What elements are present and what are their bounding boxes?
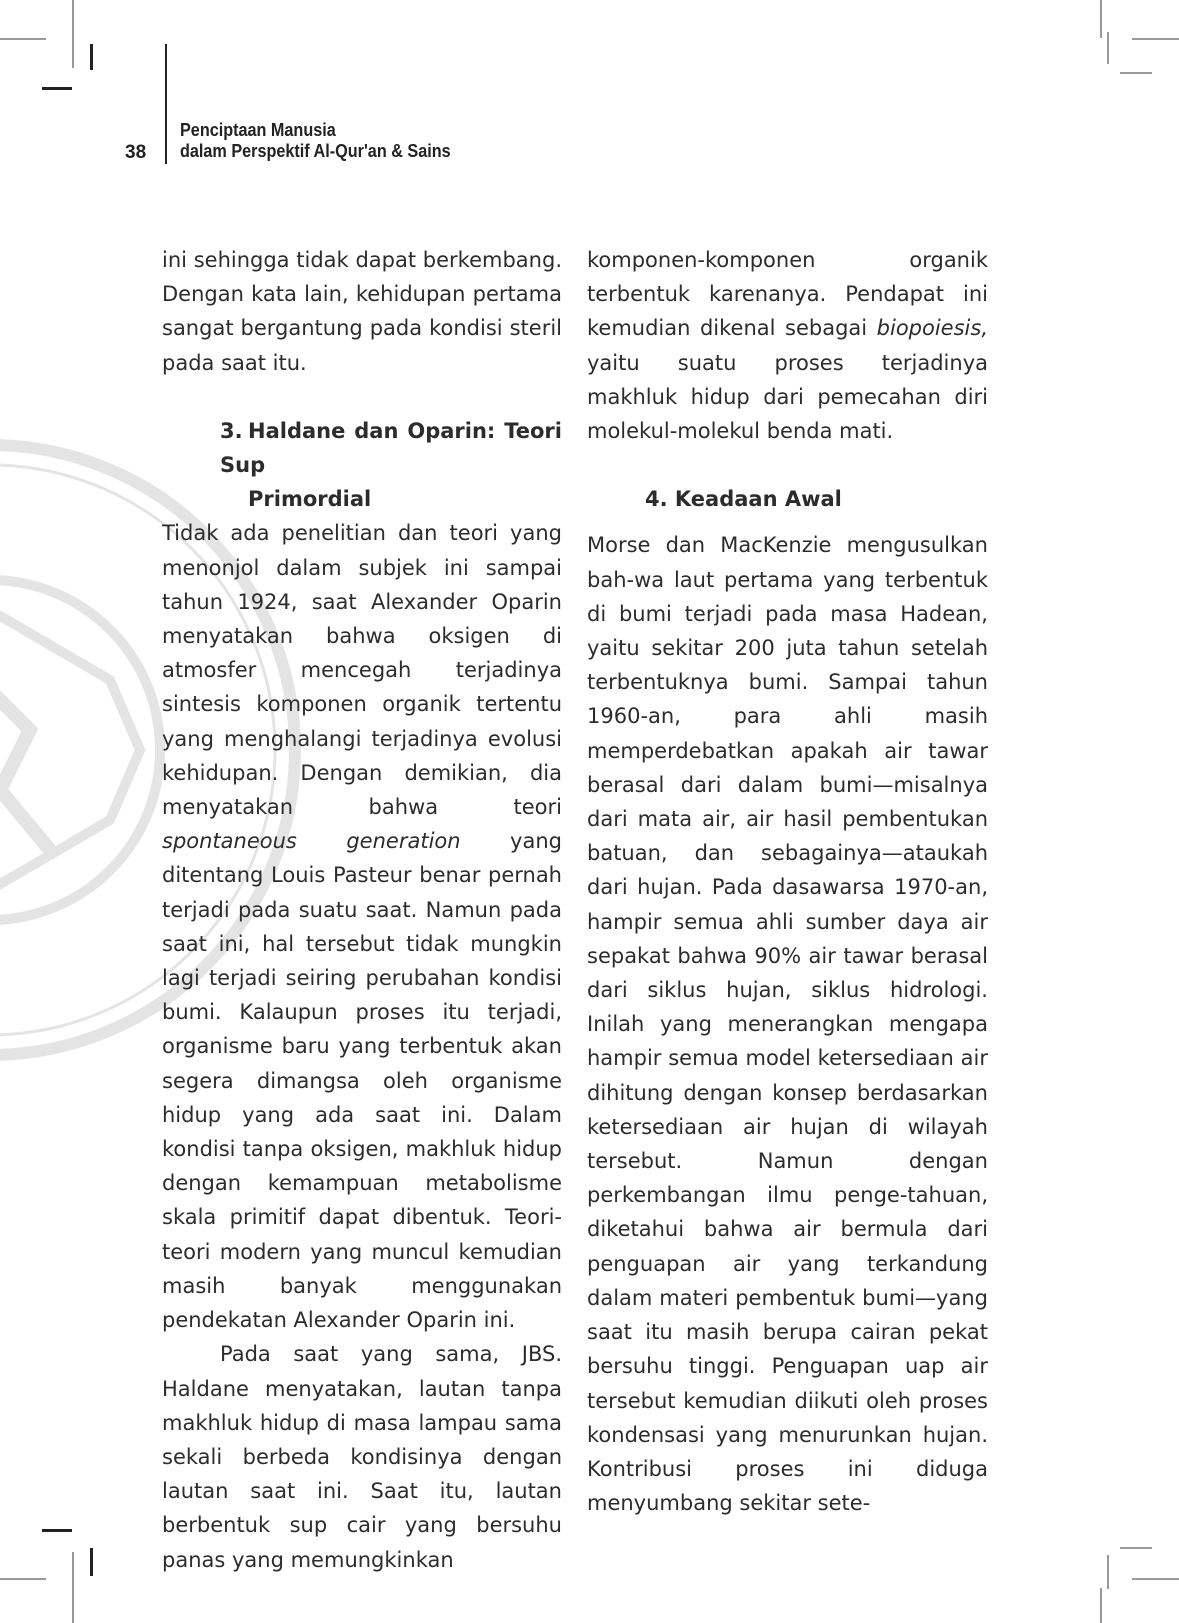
- crop-mark-bottom-left-h1: [42, 1529, 72, 1532]
- crop-mark-bottom-left-v2: [90, 1548, 93, 1576]
- left-paragraph-3: Pada saat yang sama, JBS. Haldane menyatakan, lautan tanpa makhluk hidup di masa lampau sama sekali berbeda kondisinya dengan lautan saat ini. Saat itu, lautan berbentuk sup cair yang bersuhu panas yang memungkinkan: [162, 1342, 562, 1572]
- left-paragraph-2-b: yang ditentang Louis Pasteur benar pernah terjadi pada suatu saat. Namun pada saat ini, hal tersebut tidak mungkin lagi terjadi seiring perubahan kondisi bumi. Kalaupun proses itu terjadi, organisme baru yang terbentuk akan segera dimangsa oleh organisme hidup yang ada saat ini. Dalam kondisi tanpa oksigen, makhluk hidup dengan kemampuan metabolisme skala primitif dapat dibentuk. Teori-teori modern yang muncul kemudian masih banyak menggunakan pendekatan Alexander Oparin ini.: [162, 829, 562, 1333]
- section-4-heading: 4. Keadaan Awal: [645, 487, 842, 512]
- running-head-line-1: Penciptaan Manusia: [180, 120, 336, 140]
- crop-mark-top-left-h1: [0, 38, 46, 40]
- section-3-number: 3.: [220, 418, 243, 443]
- section-3-heading: [162, 414, 562, 517]
- crop-mark-bottom-left-v1: [72, 1552, 74, 1592]
- crop-mark-top-left-v2: [72, 38, 74, 68]
- crop-mark-bottom-right-v1: [1107, 1555, 1109, 1589]
- crop-mark-top-right-v2: [1107, 32, 1109, 64]
- right-paragraph-2: Morse dan MacKenzie mengusulkan bah-wa laut pertama yang terbentuk di bumi terjadi pada masa Hadean, yaitu sekitar 200 juta tahun setelah terbentuknya bumi. Sampai tahun 1960-an, para ahli masih memperdebatkan apakah air tawar berasal dari dalam bumi—misalnya dari mata air, air hasil pembentukan batuan, dan sebagainya—ataukah dari hujan. Pada dasawarsa 1970-an, hampir semua ahli sumber daya air sepakat bahwa 90% air tawar berasal dari siklus hujan, siklus hidrologi. Inilah yang menerangkan mengapa hampir semua model ketersediaan air dihitung dengan konsep berdasarkan ketersediaan air hujan di wilayah tersebut. Namun dengan perkembangan ilmu penge-tahuan, diketahui bahwa air bermula dari penguapan air yang terkandung dalam materi pembentuk bumi—yang saat itu masih berupa cairan pekat bersuhu tinggi. Penguapan uap air tersebut kemudian diikuti oleh proses kondensasi yang menurunkan hujan. Kontribusi proses ini diduga menyumbang sekitar sete-: [587, 533, 988, 1516]
- crop-mark-top-left-v3: [90, 44, 93, 70]
- running-head-line-2: dalam Perspektif Al-Qur'an & Sains: [180, 141, 451, 161]
- crop-mark-bottom-right-h1: [1120, 1547, 1152, 1549]
- left-paragraph-2: [162, 516, 562, 1337]
- left-paragraph-2-italic: spontaneous generation: [162, 829, 461, 854]
- right-column: [587, 243, 988, 1520]
- header-rule: [165, 44, 167, 164]
- running-head: [180, 120, 451, 162]
- left-column: [162, 243, 562, 1577]
- crop-mark-bottom-left-v3: [72, 1590, 74, 1623]
- right-paragraph-1-a: komponen-komponen organik terbentuk karenanya. Pendapat ini kemudian dikenal sebagai: [587, 248, 988, 341]
- crop-mark-bottom-left-h2: [0, 1578, 46, 1580]
- left-paragraph-2-a: Tidak ada penelitian dan teori yang menonjol dalam subjek ini sampai tahun 1924, saat Alexander Oparin menyatakan bahwa oksigen di atmosfer mencegah terjadinya sintesis komponen organik tertentu yang menghalangi terjadinya evolusi kehidupan. Dengan demikian, dia menyatakan bahwa teori: [162, 521, 562, 820]
- crop-mark-top-left-h2: [42, 87, 72, 90]
- left-paragraph-1: ini sehingga tidak dapat berkembang. Dengan kata lain, kehidupan pertama sangat bergantung pada kondisi steril pada saat itu.: [162, 248, 562, 375]
- crop-mark-top-right-v1: [1100, 0, 1102, 38]
- crop-mark-top-right-h2: [1120, 72, 1152, 74]
- crop-mark-bottom-right-v2: [1100, 1588, 1102, 1623]
- page-number: 38: [125, 142, 147, 163]
- section-3-heading-line-1: Haldane dan Oparin: Teori Sup: [220, 418, 562, 478]
- crop-mark-top-left-v1: [72, 0, 74, 38]
- crop-mark-top-right-h1: [1132, 38, 1179, 40]
- right-paragraph-1-b: yaitu suatu proses terjadinya makhluk hidup dari pemecahan diri molekul-molekul benda mati.: [587, 350, 988, 444]
- section-3-heading-line-2: Primordial: [248, 487, 372, 512]
- right-paragraph-1-italic: biopoiesis,: [876, 316, 988, 341]
- right-paragraph-1: [587, 243, 988, 448]
- crop-mark-bottom-right-h2: [1132, 1578, 1179, 1580]
